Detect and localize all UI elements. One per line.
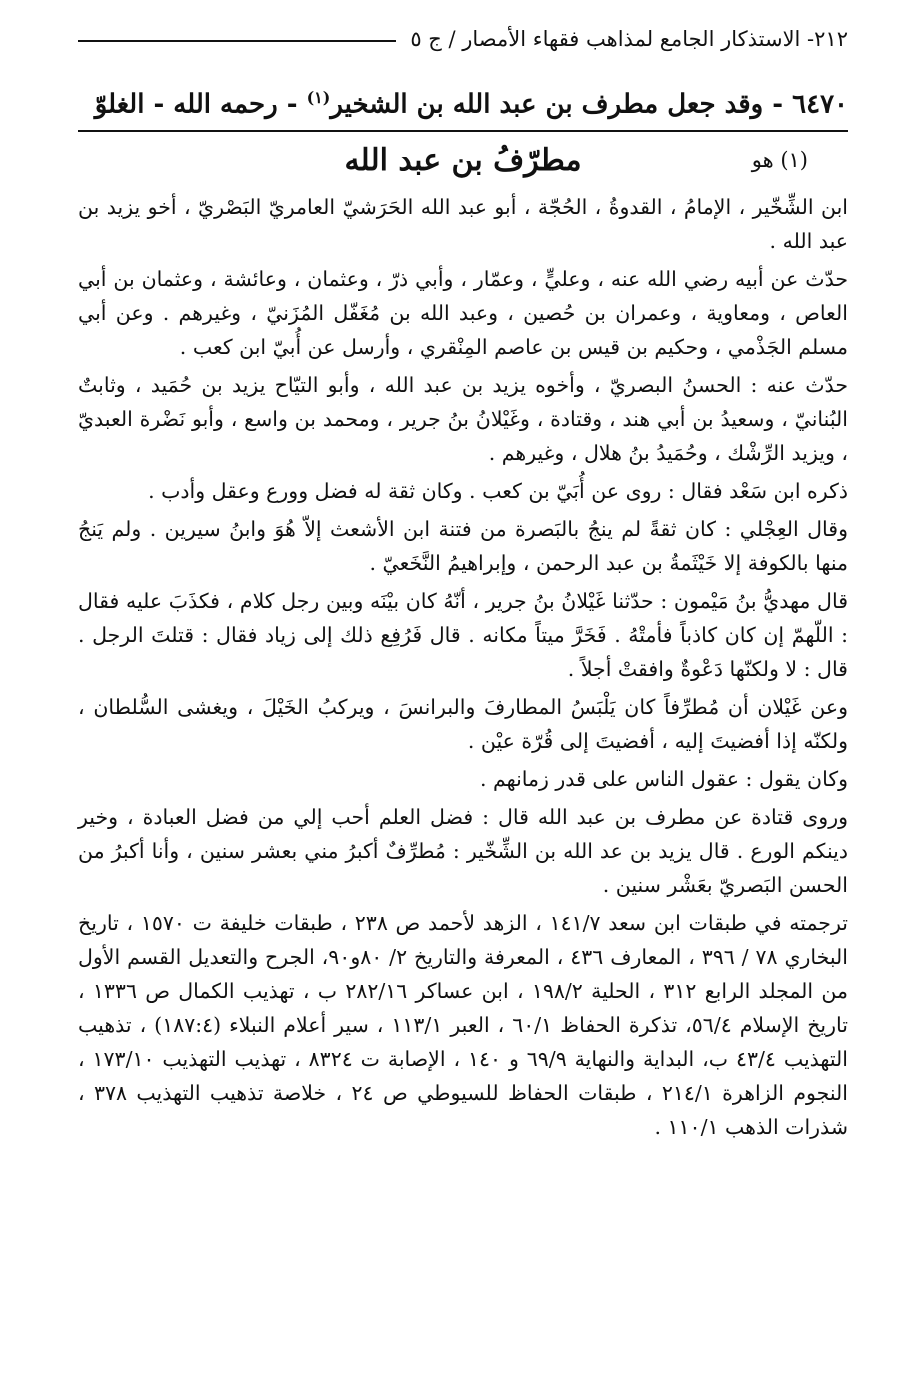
- footnote-reference[interactable]: (١): [306, 88, 331, 107]
- main-text-line: [78, 78, 848, 125]
- footnote-paragraph: حدّث عن أبيه رضي الله عنه ، وعليٍّ ، وعمّار ، وأبي ذرّ ، وعثمان ، وعائشة ، وعثمان بن أبي العاص ، ومعاوية ، وعمران بن حُصين ، وعبد الله بن مُغَفّل المُزَنيّ ، وغيرهم . وعن أبي مسلم الجَذْمي ، وحكيم بن قيس بن عاصم المِنْقري ، وأرسل عن أُبيّ ابن كعب .: [78, 267, 848, 359]
- footnote-title: مطرّفُ بن عبد الله: [344, 143, 582, 178]
- footnote-paragraph: ذكره ابن سَعْد فقال : روى عن أُبَيّ بن كعب . وكان ثقة له فضل وورع وعقل وأدب .: [148, 479, 848, 503]
- running-header: [78, 24, 848, 54]
- footnote-divider: [78, 130, 848, 132]
- footnote-paragraph: ابن الشِّخّير ، الإمامُ ، القدوةُ ، الحُجّة ، أبو عبد الله الحَرَشيّ العامريّ البَصْريّ ، أخو يزيد بن عبد الله .: [78, 195, 848, 253]
- main-text: ٦٤٧٠ - وقد جعل مطرف بن عبد الله بن الشخير: [330, 89, 848, 120]
- footnote-heading: [78, 138, 848, 184]
- running-header-text: ٢١٢- الاستذكار الجامع لمذاهب فقهاء الأمصار / ج ٥: [410, 27, 848, 51]
- header-rule: [78, 40, 396, 42]
- footnote-paragraph: وروى قتادة عن مطرف بن عبد الله قال : فضل العلم أحب إلي من فضل العبادة ، وخير دينكم الورع . قال يزيد بن عد الله بن الشِّخّير : مُطرِّفٌ أكبرُ مني بعشر سنين ، وأنا أكبرُ من الحسن البَصريّ بعَشْر سنين .: [78, 805, 848, 897]
- footnote-paragraph: حدّث عنه : الحسنُ البصريّ ، وأخوه يزيد بن عبد الله ، وأبو التيّاح يزيد بن حُمَيد ، وثابتٌ البُنانيّ ، وسعيدُ بن أبي هند ، وقتادة ، وغَيْلانُ بنُ جرير ، ومحمد بن واسع ، وأبو نَضْرة العبديّ ، ويزيد الرِّشْك ، وحُمَيدُ بنُ هلال ، وغيرهم .: [78, 373, 848, 465]
- main-text-end: - رحمه الله - الغلوّ: [94, 89, 298, 120]
- footnote-paragraph: وكان يقول : عقول الناس على قدر زمانهم .: [479, 767, 848, 791]
- footnote-paragraph: وعن غَيْلان أن مُطرِّفاً كان يَلْبَسُ المطارفَ والبرانسَ ، ويركبُ الخَيْلَ ، ويغشى السُّلطان ، ولكنّه إذا أفضيتَ إليه ، أفضيتَ إلى قُرّة عيْن .: [78, 695, 848, 753]
- footnote-references: ترجمته في طبقات ابن سعد ١٤١/٧ ، الزهد لأحمد ص ٢٣٨ ، طبقات خليفة ت ١٥٧٠ ، تاريخ البخاري ٧٨ / ٣٩٦ ، المعارف ٤٣٦ ، المعرفة والتاريخ ٢/ ٨٠و٩٠، الجرح والتعديل القسم الأول من المجلد الرابع ٣١٢ ، الحلية ١٩٨/٢ ، ابن عساكر ٢٨٢/١٦ ب ، تهذيب الكمال ص ١٣٣٦ ، تاريخ الإسلام ٥٦/٤، تذكرة الحفاظ ٦٠/١ ، العبر ١١٣/١ ، سير أعلام النبلاء (١٨٧:٤) ، تذهيب التهذيب ٤٣/٤ ب، البداية والنهاية ٦٩/٩ و ١٤٠ ، الإصابة ت ٨٣٢٤ ، تهذيب التهذيب ١٧٣/١٠ ، النجوم الزاهرة ٢١٤/١ ، طبقات الحفاظ للسيوطي ص ٢٤ ، خلاصة تذهيب التهذيب ٣٧٨ ، شذرات الذهب ١١٠/١ .: [78, 911, 849, 1139]
- footnote-number: (١) هو: [751, 148, 808, 172]
- footnote-body: [78, 190, 848, 1148]
- footnote-paragraph: قال مهديُّ بنُ مَيْمون : حدّثنا غَيْلانُ بنُ جرير ، أنّهُ كان بيْنَه وبين رجل كلام ، فكذَبَ عليه فقال : اللّهمّ إن كان كاذباً فأمتْهُ . فَخَرَّ ميتاً مكانه . قال فَرُفِع ذلك إلى زياد فقال : قتلتَ الرجل . قال : لا ولكنّها دَعْوةٌ وافقتْ أجلاً .: [78, 589, 848, 681]
- footnote-paragraph: وقال العِجْلي : كان ثقةً لم ينجُ بالبَصرة من فتنة ابن الأشعث إلاّ هُوَ وابنُ سيرين . ولم يَنجُ منها بالكوفة إلا خَيْثَمةُ بن عبد الرحمن ، وإبراهيمُ النَّخَعيّ .: [78, 517, 848, 575]
